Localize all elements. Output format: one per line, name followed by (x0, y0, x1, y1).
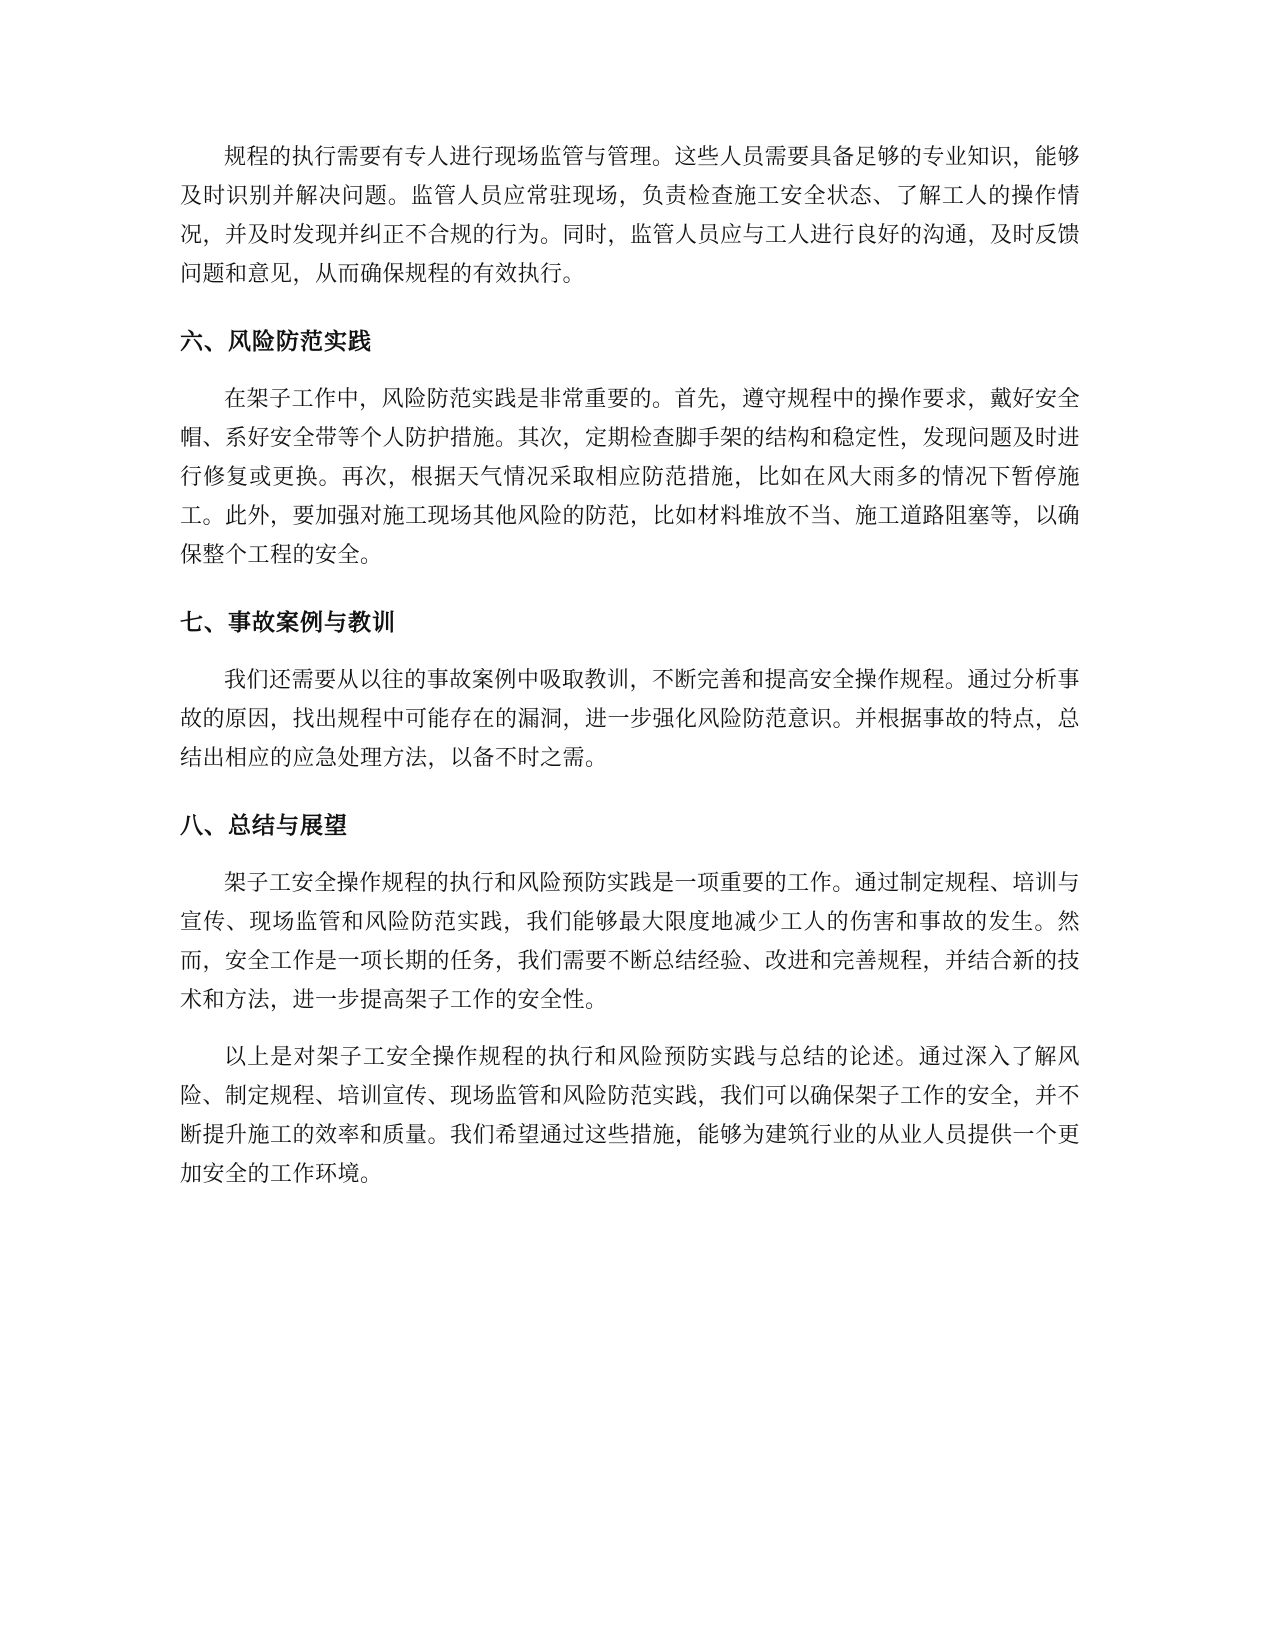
section-heading-risk-prevention: 六、风险防范实践 (180, 329, 372, 355)
paragraph-onsite-supervision: 规程的执行需要有专人进行现场监管与管理。这些人员需要具备足够的专业知识，能够及时识别并解决问题。监管人员应常驻现场，负责检查施工安全状态、了解工人的操作情况，并及时发现并纠正不合规的行为。同时，监管人员应与工人进行良好的沟通，及时反馈问题和意见，从而确保规程的有效执行。 (180, 145, 1081, 287)
paragraph-accident-cases: 我们还需要从以往的事故案例中吸取教训，不断完善和提高安全操作规程。通过分析事故的原因，找出规程中可能存在的漏洞，进一步强化风险防范意识。并根据事故的特点，总结出相应的应急处理方法，以备不时之需。 (180, 668, 1081, 771)
document-page (180, 138, 1080, 1194)
paragraph-conclusion: 以上是对架子工安全操作规程的执行和风险预防实践与总结的论述。通过深入了解风险、制定规程、培训宣传、现场监管和风险防范实践，我们可以确保架子工作的安全，并不断提升施工的效率和质量。我们希望通过这些措施，能够为建筑行业的从业人员提供一个更加安全的工作环境。 (180, 1045, 1081, 1187)
paragraph-summary: 架子工安全操作规程的执行和风险预防实践是一项重要的工作。通过制定规程、培训与宣传、现场监管和风险防范实践，我们能够最大限度地减少工人的伤害和事故的发生。然而，安全工作是一项长期的任务，我们需要不断总结经验、改进和完善规程，并结合新的技术和方法，进一步提高架子工作的安全性。 (180, 871, 1081, 1013)
section-heading-summary-outlook: 八、总结与展望 (180, 813, 348, 839)
paragraph-risk-prevention: 在架子工作中，风险防范实践是非常重要的。首先，遵守规程中的操作要求，戴好安全帽、系好安全带等个人防护措施。其次，定期检查脚手架的结构和稳定性，发现问题及时进行修复或更换。再次，根据天气情况采取相应防范措施，比如在风大雨多的情况下暂停施工。此外，要加强对施工现场其他风险的防范，比如材料堆放不当、施工道路阻塞等，以确保整个工程的安全。 (180, 387, 1081, 568)
section-heading-accident-cases: 七、事故案例与教训 (180, 610, 396, 636)
